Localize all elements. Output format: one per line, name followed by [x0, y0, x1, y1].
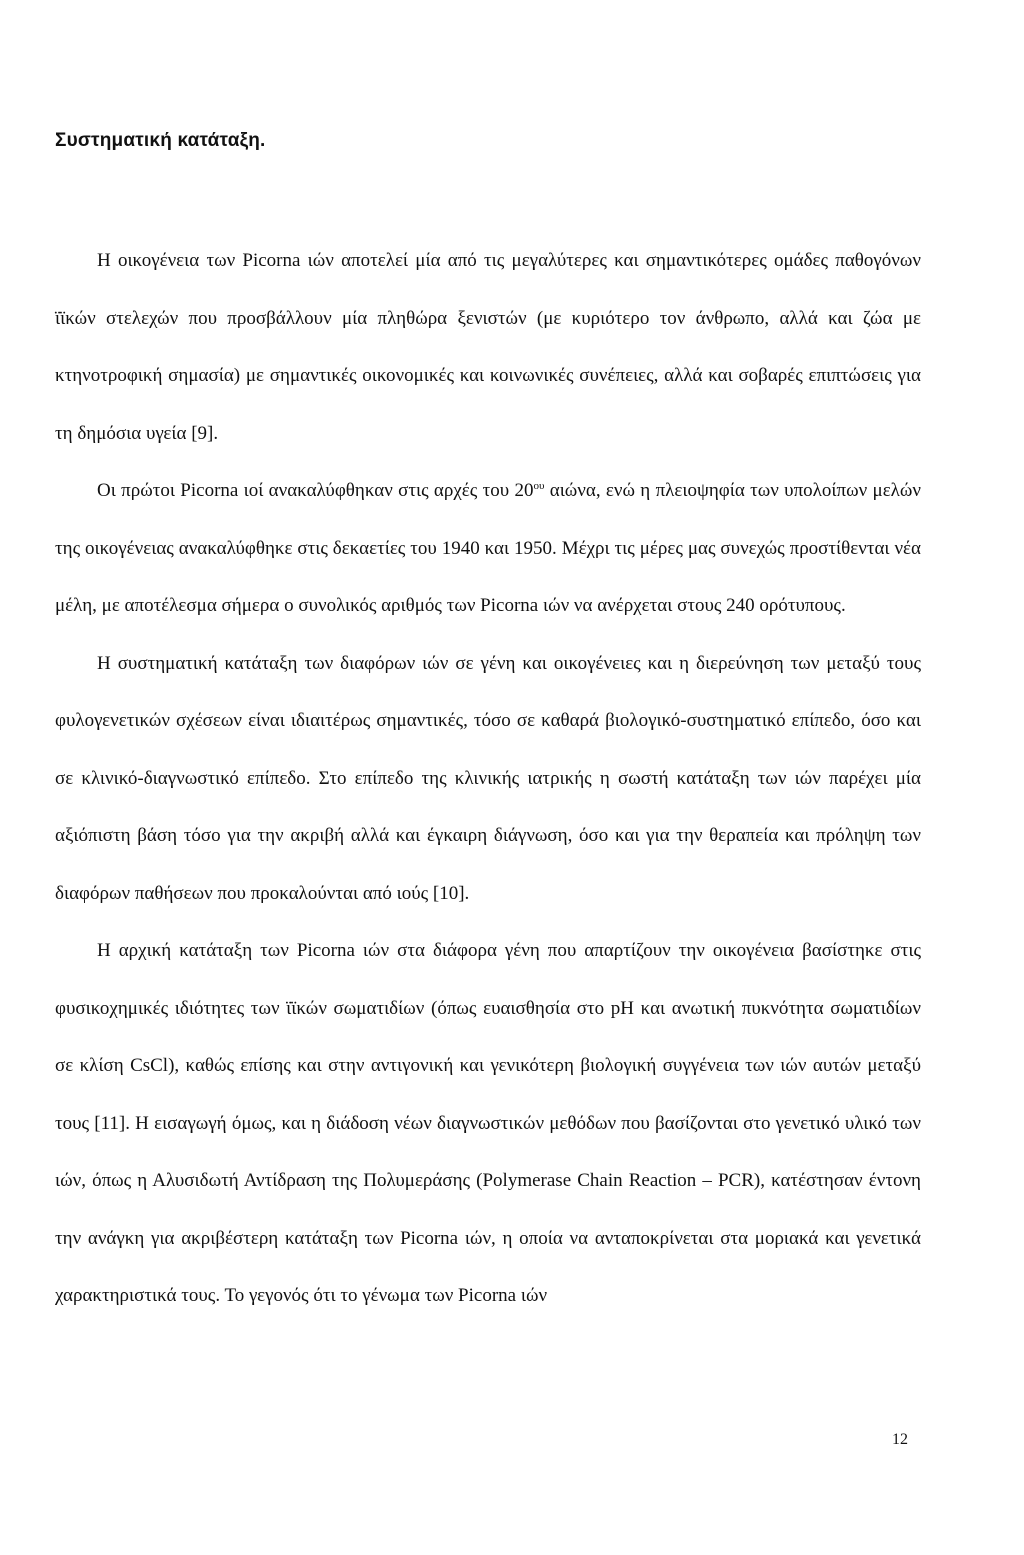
paragraph-classification: Η συστηματική κατάταξη των διαφόρων ιών σε γένη και οικογένειες και η διερεύνηση των μεταξύ τους φυλογενετικών σχέσεων είναι ιδιαιτέρως σημαντικές, τόσο σε καθαρά βιολογικό-συστηματικό επίπεδο, όσο και σε κλινικό-διαγνωστικό επίπεδο. Στο επίπεδο της κλινικής ιατρικής η σωστή κατάταξη των ιών παρέχει μία αξιόπιστη βάση τόσο για την ακριβή αλλά και έγκαιρη διάγνωση, όσο και για την θεραπεία και πρόληψη των διαφόρων παθήσεων που προκαλούνται από ιούς [10]. — [55, 652, 921, 904]
paragraph-discovery-text-a: Οι πρώτοι Picorna ιοί ανακαλύφθηκαν στις αρχές του 20 — [97, 480, 534, 501]
paragraph-intro: Η οικογένεια των Picorna ιών αποτελεί μία από τις μεγαλύτερες και σημαντικότερες ομάδες παθογόνων ϊϊκών στελεχών που προσβάλλουν μία πληθώρα ξενιστών (με κυριότερο τον άνθρωπο, αλλά και ζώα με κτηνοτροφική σημασία) με σημαντικές οικονομικές και κοινωνικές συνέπειες, αλλά και σοβαρές επιπτώσεις για τη δημόσια υγεία [9]. — [55, 250, 921, 444]
paragraph-initial-classification: Η αρχική κατάταξη των Picorna ιών στα διάφορα γένη που απαρτίζουν την οικογένεια βασίστηκε στις φυσικοχημικές ιδιότητες των ϊϊκών σωματιδίων (όπως ευαισθησία στο pH και ανωτική πυκνότητα σωματιδίων σε κλίση CsCl), καθώς επίσης και στην αντιγονική και γενικότερη βιολογική συγγένεια των ιών αυτών μεταξύ τους [11]. Η εισαγωγή όμως, και η διάδοση νέων διαγνωστικών μεθόδων που βασίζονται στο γενετικό υλικό των ιών, όπως η Αλυσιδωτή Αντίδραση της Πολυμεράσης (Polymerase Chain Reaction – PCR), κατέστησαν έντονη την ανάγκη για ακριβέστερη κατάταξη των Picorna ιών, η οποία να ανταποκρίνεται στα μοριακά και γενετικά χαρακτηριστικά τους. Το γεγονός ότι το γένωμα των Picorna ιών — [55, 940, 921, 1306]
page-number: 12 — [892, 1431, 908, 1448]
body-text — [55, 232, 921, 1325]
paragraph-discovery-text-b: αιώνα, ενώ η πλειοψηφία των υπολοίπων μελών της οικογένειας ανακαλύφθηκε στις δεκαετίες του 1940 και 1950. Μέχρι τις μέρες μας συνεχώς προστίθενται νέα μέλη, με αποτέλεσμα σήμερα ο συνολικός αριθμός των Picorna ιών να ανέρχεται στους 240 ορότυπους. — [55, 480, 921, 616]
paragraph-discovery — [55, 462, 921, 635]
ordinal-superscript: ου — [533, 480, 545, 492]
section-heading: Συστηματική κατάταξη. — [55, 130, 266, 151]
